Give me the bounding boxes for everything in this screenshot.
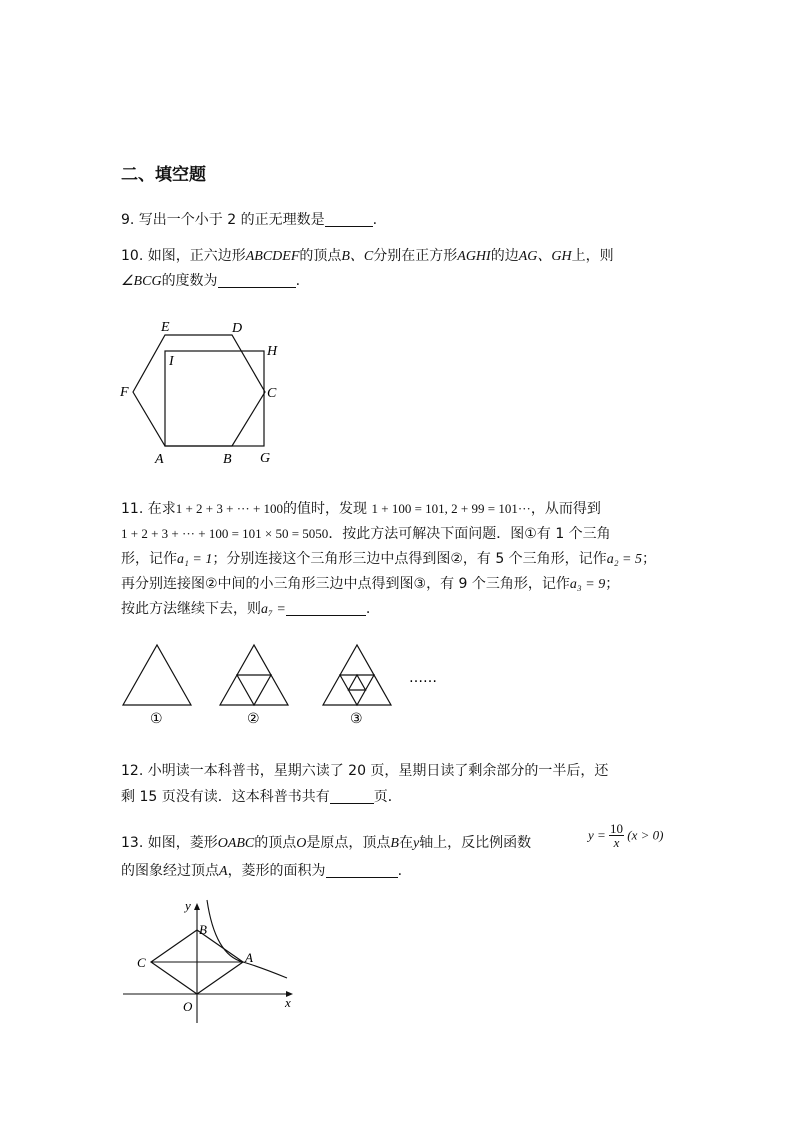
- hexagon-shape: [133, 335, 265, 446]
- q12-text-a: 12. 小明读一本科普书，星期六读了 20 页，星期日读了剩余部分的一半后，还: [121, 763, 609, 779]
- question-13-line1: [121, 830, 531, 857]
- q13-answer-blank[interactable]: [326, 863, 398, 878]
- question-9: [121, 207, 377, 233]
- q11-text-e: 形，记作: [121, 551, 177, 567]
- label-G: G: [260, 451, 271, 466]
- label-D: D: [232, 321, 243, 336]
- q10-text-a: 10. 如图，正六边形: [121, 248, 246, 264]
- question-11-line4: [121, 571, 619, 598]
- q11-text-f: ；分别连接这个三角形三边中点得到图②，有 5 个三角形，记作: [212, 551, 607, 567]
- q13-fraction: [609, 822, 624, 849]
- q13-O: O: [296, 836, 307, 851]
- triangle-3-innermost: [349, 675, 366, 690]
- q13-func-den: x: [613, 835, 620, 850]
- q11-text-j: 按此方法继续下去，则: [121, 601, 261, 617]
- question-11-line5: [121, 596, 370, 623]
- q10-end: .: [295, 273, 301, 289]
- q10-hexagon: ABCDEF: [245, 249, 300, 264]
- q10-sides: AG、GH: [518, 249, 572, 264]
- question-12-line2: [121, 784, 402, 810]
- q11-expr-3: 1 + 2 + 3 + ··· + 100 = 101 × 50 = 5050: [121, 526, 329, 541]
- q11-end: .: [365, 601, 371, 617]
- q13-figure: [115, 895, 305, 1030]
- fig-label-3: ③: [350, 711, 363, 727]
- q12-answer-blank[interactable]: [330, 789, 374, 804]
- q11-a3: a₃ = 9: [569, 577, 606, 592]
- q11-text-a: 11. 在求: [121, 501, 176, 517]
- q10-text-c: 分别在正方形: [373, 248, 458, 264]
- q13-text-b: 的顶点: [254, 835, 297, 851]
- label-I: I: [169, 354, 174, 369]
- fig13-label-A: A: [245, 950, 253, 965]
- q11-a2: a₂ = 5: [606, 552, 643, 567]
- question-12-line1: [121, 758, 608, 784]
- section-title: 二、填空题: [121, 165, 206, 185]
- q11-text-c: ，从而得到: [530, 501, 601, 517]
- q10-answer-blank[interactable]: [218, 273, 296, 288]
- q11-text-d: ．按此方法可解决下面问题．图①有 1 个三角: [328, 526, 611, 542]
- q11-a7: a₇ =: [261, 602, 286, 617]
- q10-text-d: 的边: [490, 248, 519, 264]
- q13-func-lhs: y =: [588, 827, 606, 843]
- fig13-label-y: y: [185, 898, 191, 913]
- q10-text-e: 上，则: [571, 248, 614, 264]
- q11-figure: [115, 640, 455, 730]
- q10-figure: [115, 315, 285, 470]
- q13-text-a: 13. 如图，菱形: [121, 835, 218, 851]
- q9-end: .: [372, 212, 378, 228]
- triangle-1: [123, 645, 191, 705]
- question-10-line1: [121, 243, 614, 270]
- q13-func-num: 10: [610, 821, 624, 836]
- q11-text-h: 再分别连接图②中间的小三角形三边中点得到图③，有 9 个三角形，记作: [121, 576, 570, 592]
- label-F: F: [120, 385, 129, 400]
- q13-function: [588, 822, 664, 849]
- q13-end: .: [397, 863, 403, 879]
- q10-angle: ∠BCG: [121, 274, 162, 289]
- q10-square: AGHI: [457, 249, 491, 264]
- q10-text-f: 的度数为: [161, 273, 218, 289]
- label-B: B: [223, 452, 232, 467]
- fig13-label-C: C: [137, 955, 146, 970]
- fig13-label-x: x: [285, 995, 291, 1010]
- q13-text-d: 在: [398, 835, 413, 851]
- label-C: C: [267, 386, 277, 401]
- fig-label-1: ①: [150, 711, 163, 727]
- label-A: A: [155, 452, 164, 467]
- q11-text-g: ；: [642, 551, 657, 567]
- y-axis-arrow: [194, 903, 200, 910]
- q11-text-i: ；: [605, 576, 620, 592]
- q13-text-e: 轴上，反比例函数: [419, 835, 532, 851]
- question-10-line2: [121, 268, 300, 295]
- q13-text-f: 的图象经过顶点: [121, 863, 219, 879]
- label-H: H: [267, 344, 278, 359]
- q11-a1: a₁ = 1: [177, 552, 213, 567]
- question-11-line2: [121, 521, 611, 547]
- q9-answer-blank[interactable]: [325, 212, 373, 227]
- q13-A: A: [219, 864, 228, 879]
- q13-func-cond: (x > 0): [627, 827, 664, 843]
- q10-points: B、C: [341, 249, 374, 264]
- q13-y: y: [412, 836, 420, 851]
- q9-text: 9. 写出一个小于 2 的正无理数是: [121, 212, 325, 228]
- triangle-2-inner: [237, 675, 271, 705]
- q13-rhombus: OABC: [217, 836, 255, 851]
- q11-text-b: 的值时，发现: [283, 501, 368, 517]
- q10-text-b: 的顶点: [299, 248, 342, 264]
- q12-text-b: 剩 15 页没有读．这本科普书共有: [121, 789, 330, 805]
- hyperbola-curve: [207, 900, 287, 978]
- q11-expr-2: 1 + 100 = 101, 2 + 99 = 101···: [371, 501, 531, 516]
- question-13-line2: [121, 858, 402, 885]
- fig13-label-B: B: [199, 922, 207, 937]
- q11-answer-blank[interactable]: [286, 601, 366, 616]
- q13-text-g: ，菱形的面积为: [227, 863, 326, 879]
- fig-ellipsis: ……: [409, 670, 437, 686]
- question-11-line1: [121, 496, 601, 522]
- q11-expr-1: 1 + 2 + 3 + ··· + 100: [175, 501, 284, 516]
- q12-text-c: 页．: [373, 789, 402, 805]
- label-E: E: [161, 320, 170, 335]
- q13-B: B: [390, 836, 399, 851]
- fig-label-2: ②: [247, 711, 260, 727]
- q13-text-c: 是原点，顶点: [306, 835, 391, 851]
- fig13-label-O: O: [183, 999, 193, 1014]
- question-11-line3: [121, 546, 656, 573]
